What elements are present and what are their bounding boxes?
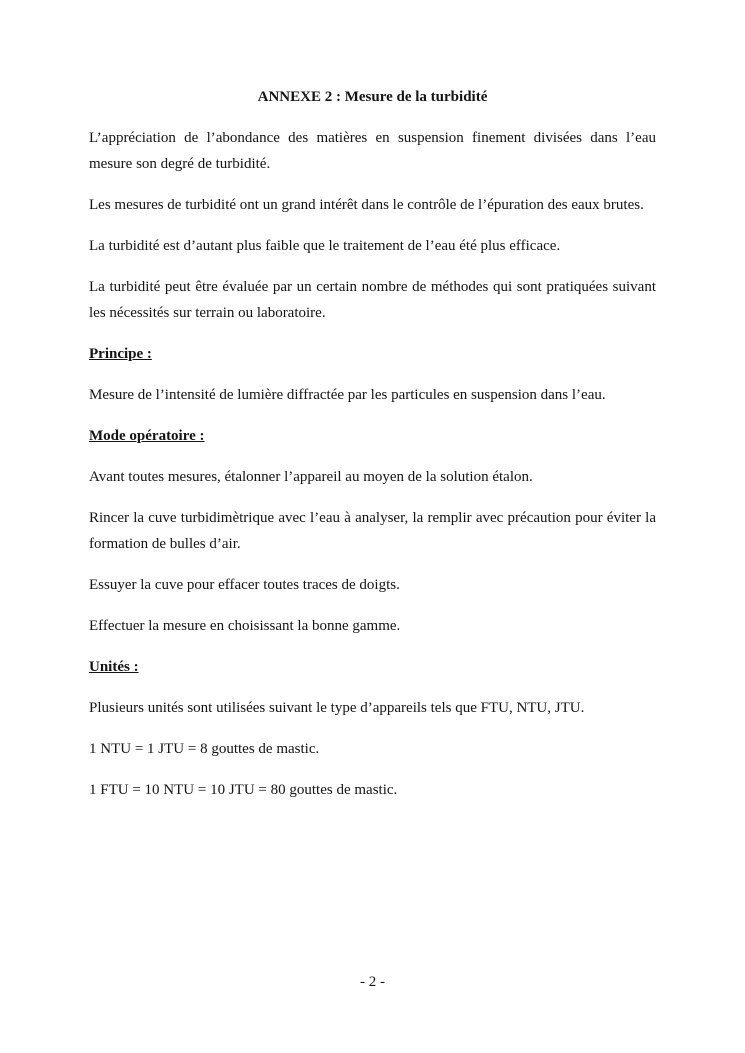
paragraph-unites-types: Plusieurs unités sont utilisées suivant le type d’appareils tels que FTU, NTU, JTU. bbox=[89, 700, 585, 716]
heading-unites: Unités : bbox=[89, 659, 139, 675]
paragraph-methodes: La turbidité peut être évaluée par un certain nombre de méthodes qui sont pratiquées suivant les nécessités sur terrain ou laboratoire. bbox=[89, 279, 656, 321]
document-title: ANNEXE 2 : Mesure de la turbidité bbox=[257, 89, 488, 105]
paragraph-effectuer-mesure: Effectuer la mesure en choisissant la bonne gamme. bbox=[89, 618, 401, 634]
paragraph-appreciation: L’appréciation de l’abondance des matières en suspension finement divisées dans l’eau mesure son degré de turbidité. bbox=[89, 130, 656, 172]
paragraph-principe-mesure: Mesure de l’intensité de lumière diffractée par les particules en suspension dans l’eau. bbox=[89, 387, 606, 403]
paragraph-ntu-jtu: 1 NTU = 1 JTU = 8 gouttes de mastic. bbox=[89, 741, 320, 757]
paragraph-turbidite-faible: La turbidité est d’autant plus faible que le traitement de l’eau été plus efficace. bbox=[89, 238, 561, 254]
paragraph-mesures-interet: Les mesures de turbidité ont un grand intérêt dans le contrôle de l’épuration des eaux brutes. bbox=[89, 197, 644, 213]
paragraph-ftu-ntu-jtu: 1 FTU = 10 NTU = 10 JTU = 80 gouttes de mastic. bbox=[89, 782, 398, 798]
page-number: - 2 - bbox=[360, 974, 385, 990]
heading-principe: Principe : bbox=[89, 346, 152, 362]
paragraph-essuyer-cuve: Essuyer la cuve pour effacer toutes traces de doigts. bbox=[89, 577, 400, 593]
heading-mode-operatoire: Mode opératoire : bbox=[89, 428, 205, 444]
paragraph-rincer-cuve: Rincer la cuve turbidimètrique avec l’eau à analyser, la remplir avec précaution pour éviter la formation de bulles d’air. bbox=[89, 510, 656, 552]
paragraph-etalonner: Avant toutes mesures, étalonner l’appareil au moyen de la solution étalon. bbox=[89, 469, 533, 485]
